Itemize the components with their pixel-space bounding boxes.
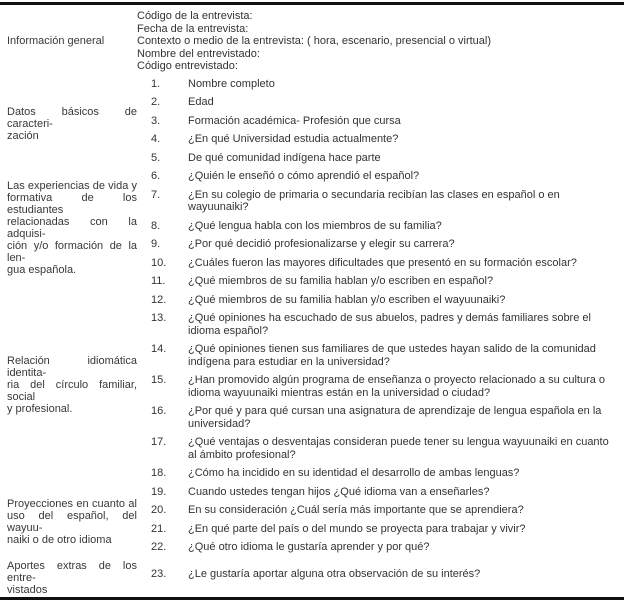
question-text: ¿Qué opiniones ha escuchado de sus abuelos, padres y demás familiares sobre el idioma español? — [188, 312, 591, 337]
question-item — [137, 312, 624, 337]
question-item — [137, 238, 624, 251]
question-text: ¿En qué parte del país o del mundo se proyecta para trabajar y vivir? — [188, 522, 526, 535]
section-label-line: Relación idiomática identita- — [7, 355, 137, 379]
section-content-relacion-idiomatica — [137, 343, 624, 486]
question-text: ¿Qué ventajas o desventajas consideran puede tener su lengua wayuunaiki en cuanto al ámbito profesional? — [188, 436, 609, 461]
question-number: 19. — [151, 485, 167, 498]
question-text: ¿Qué opiniones tienen sus familiares de que ustedes hayan salido de la comunidad indígena para estudiar en la universidad? — [188, 343, 596, 368]
question-number: 6. — [151, 170, 161, 182]
section-label-line: uso del español, del wayuu- — [7, 509, 137, 534]
section-label-line: vistados — [7, 583, 48, 596]
section-row-experiencias-vida-formativa — [0, 170, 624, 343]
section-label-line: relacionadas con la adquisi- — [7, 216, 137, 240]
question-item — [137, 275, 624, 288]
question-text: ¿Qué miembros de su familia hablan y/o escriben el wayuunaiki? — [188, 293, 506, 306]
section-label-relacion-idiomatica — [7, 355, 137, 415]
section-label-experiencias-vida-formativa — [7, 180, 137, 276]
question-text: ¿Por qué y para qué cursan una asignatura de aprendizaje de lengua española en la universidad? — [188, 405, 602, 430]
header-field-line: Fecha de la entrevista: — [137, 22, 249, 35]
question-item — [137, 343, 624, 368]
section-content-aportes-extras — [137, 568, 624, 587]
section-row-aportes-extras — [0, 560, 624, 596]
question-text: ¿En su colegio de primaria o secundaria recibían las clases en español o en wayuunaiki? — [188, 188, 560, 213]
question-text: ¿Cómo ha incidido en su identidad el desarrollo de ambas lenguas? — [188, 467, 520, 479]
section-label-line: Datos básicos de caracteri- — [7, 105, 137, 130]
table-bottom-rule — [0, 597, 624, 600]
question-number: 11. — [151, 275, 166, 287]
header-field-line: Código entrevistado: — [137, 60, 238, 72]
question-text: ¿Qué miembros de su familia hablan y/o escriben en español? — [188, 275, 494, 287]
question-number: 13. — [151, 312, 167, 324]
question-number: 7. — [151, 188, 161, 201]
question-number: 1. — [151, 77, 161, 90]
section-label-informacion-general — [7, 35, 137, 47]
section-row-datos-basicos — [0, 78, 624, 171]
question-item — [137, 568, 624, 581]
question-number: 14. — [151, 343, 167, 355]
question-number: 18. — [151, 467, 167, 479]
scanned-document-page — [0, 2, 624, 596]
section-content-datos-basicos — [137, 78, 624, 171]
question-item — [137, 115, 624, 128]
question-number: 9. — [151, 238, 161, 250]
section-label-proyecciones — [7, 498, 137, 546]
question-item — [137, 78, 624, 91]
question-item — [137, 189, 624, 214]
question-item — [137, 467, 624, 480]
interview-protocol-table — [0, 2, 624, 600]
question-number: 5. — [151, 151, 161, 164]
question-text: ¿Le gustaría aportar alguna otra observación de su interés? — [188, 568, 481, 581]
question-item — [137, 170, 624, 183]
question-text: ¿Qué lengua habla con los miembros de su familia? — [188, 219, 442, 232]
section-row-informacion-general — [0, 5, 624, 78]
question-text: Cuando ustedes tengan hijos ¿Qué idioma van a enseñarles? — [188, 485, 490, 498]
question-number: 16. — [151, 405, 167, 417]
section-content-informacion-general — [137, 5, 624, 78]
section-label-line: ria del círculo familiar, social — [7, 379, 137, 403]
question-text: En su consideración ¿Cuál sería más importante que se aprendiera? — [188, 504, 524, 516]
question-item — [137, 257, 624, 270]
section-content-proyecciones — [137, 486, 624, 560]
question-number: 17. — [151, 436, 167, 448]
section-label-line: y profesional. — [7, 403, 73, 415]
section-label-line: gua española. — [7, 264, 77, 276]
interview-header-block — [137, 5, 624, 73]
question-item — [137, 504, 624, 517]
section-row-relacion-idiomatica — [0, 343, 624, 486]
question-item — [137, 436, 624, 461]
question-item — [137, 133, 624, 146]
question-number: 21. — [151, 522, 167, 535]
section-label-line: formativa de los estudiantes — [7, 192, 137, 216]
section-label-line: Proyecciones en cuanto al — [7, 497, 137, 510]
question-item — [137, 96, 624, 109]
question-text: Edad — [188, 96, 214, 108]
section-label-line: zación — [7, 129, 39, 142]
section-label-line: naiki o de otro idioma — [7, 533, 112, 546]
question-number: 22. — [151, 541, 167, 553]
question-item — [137, 374, 624, 399]
question-number: 8. — [151, 219, 161, 232]
question-number: 4. — [151, 133, 161, 145]
question-item — [137, 152, 624, 165]
question-item — [137, 486, 624, 499]
question-number: 15. — [151, 374, 167, 386]
question-text: De qué comunidad indígena hace parte — [188, 151, 381, 164]
section-label-aportes-extras — [7, 560, 137, 596]
question-number: 2. — [151, 96, 161, 108]
question-text: ¿Cuáles fueron las mayores dificultades que presentó en su formación escolar? — [188, 256, 577, 269]
question-item — [137, 294, 624, 307]
header-field-line: Nombre del entrevistado: — [137, 47, 260, 60]
section-label-datos-basicos — [7, 106, 137, 142]
section-content-experiencias-vida-formativa — [137, 170, 624, 343]
section-label-line: Las experiencias de vida y — [7, 180, 137, 192]
question-text: ¿En qué Universidad estudia actualmente? — [188, 133, 399, 145]
question-item — [137, 405, 624, 430]
question-text: ¿Han promovido algún programa de enseñanza o proyecto relacionado a su cultura o idioma wayuunaiki mientras están en la universidad o ciudad? — [188, 374, 606, 399]
question-text: ¿Quién le enseñó o cómo aprendió el español? — [188, 170, 420, 182]
question-item — [137, 220, 624, 233]
question-item — [137, 523, 624, 536]
question-number: 10. — [151, 256, 167, 269]
question-item — [137, 541, 624, 554]
question-text: Nombre completo — [188, 77, 275, 90]
table-body — [0, 5, 624, 596]
question-number: 12. — [151, 293, 167, 306]
section-label-line: ción y/o formación de la len- — [7, 240, 137, 264]
section-label-line: Aportes extras de los entre- — [7, 559, 137, 584]
section-label-line: Información general — [7, 35, 105, 48]
question-text: ¿Por qué decidió profesionalizarse y elegir su carrera? — [188, 238, 455, 250]
header-field-line: Contexto o medio de la entrevista: ( hora, escenario, presencial o virtual) — [137, 35, 492, 47]
question-text: Formación académica- Profesión que cursa — [188, 114, 401, 127]
header-field-line: Código de la entrevista: — [137, 10, 253, 22]
question-number: 3. — [151, 114, 161, 127]
question-number: 20. — [151, 504, 167, 516]
question-number: 23. — [151, 568, 167, 581]
section-row-proyecciones — [0, 486, 624, 560]
question-text: ¿Qué otro idioma le gustaría aprender y por qué? — [188, 541, 430, 553]
